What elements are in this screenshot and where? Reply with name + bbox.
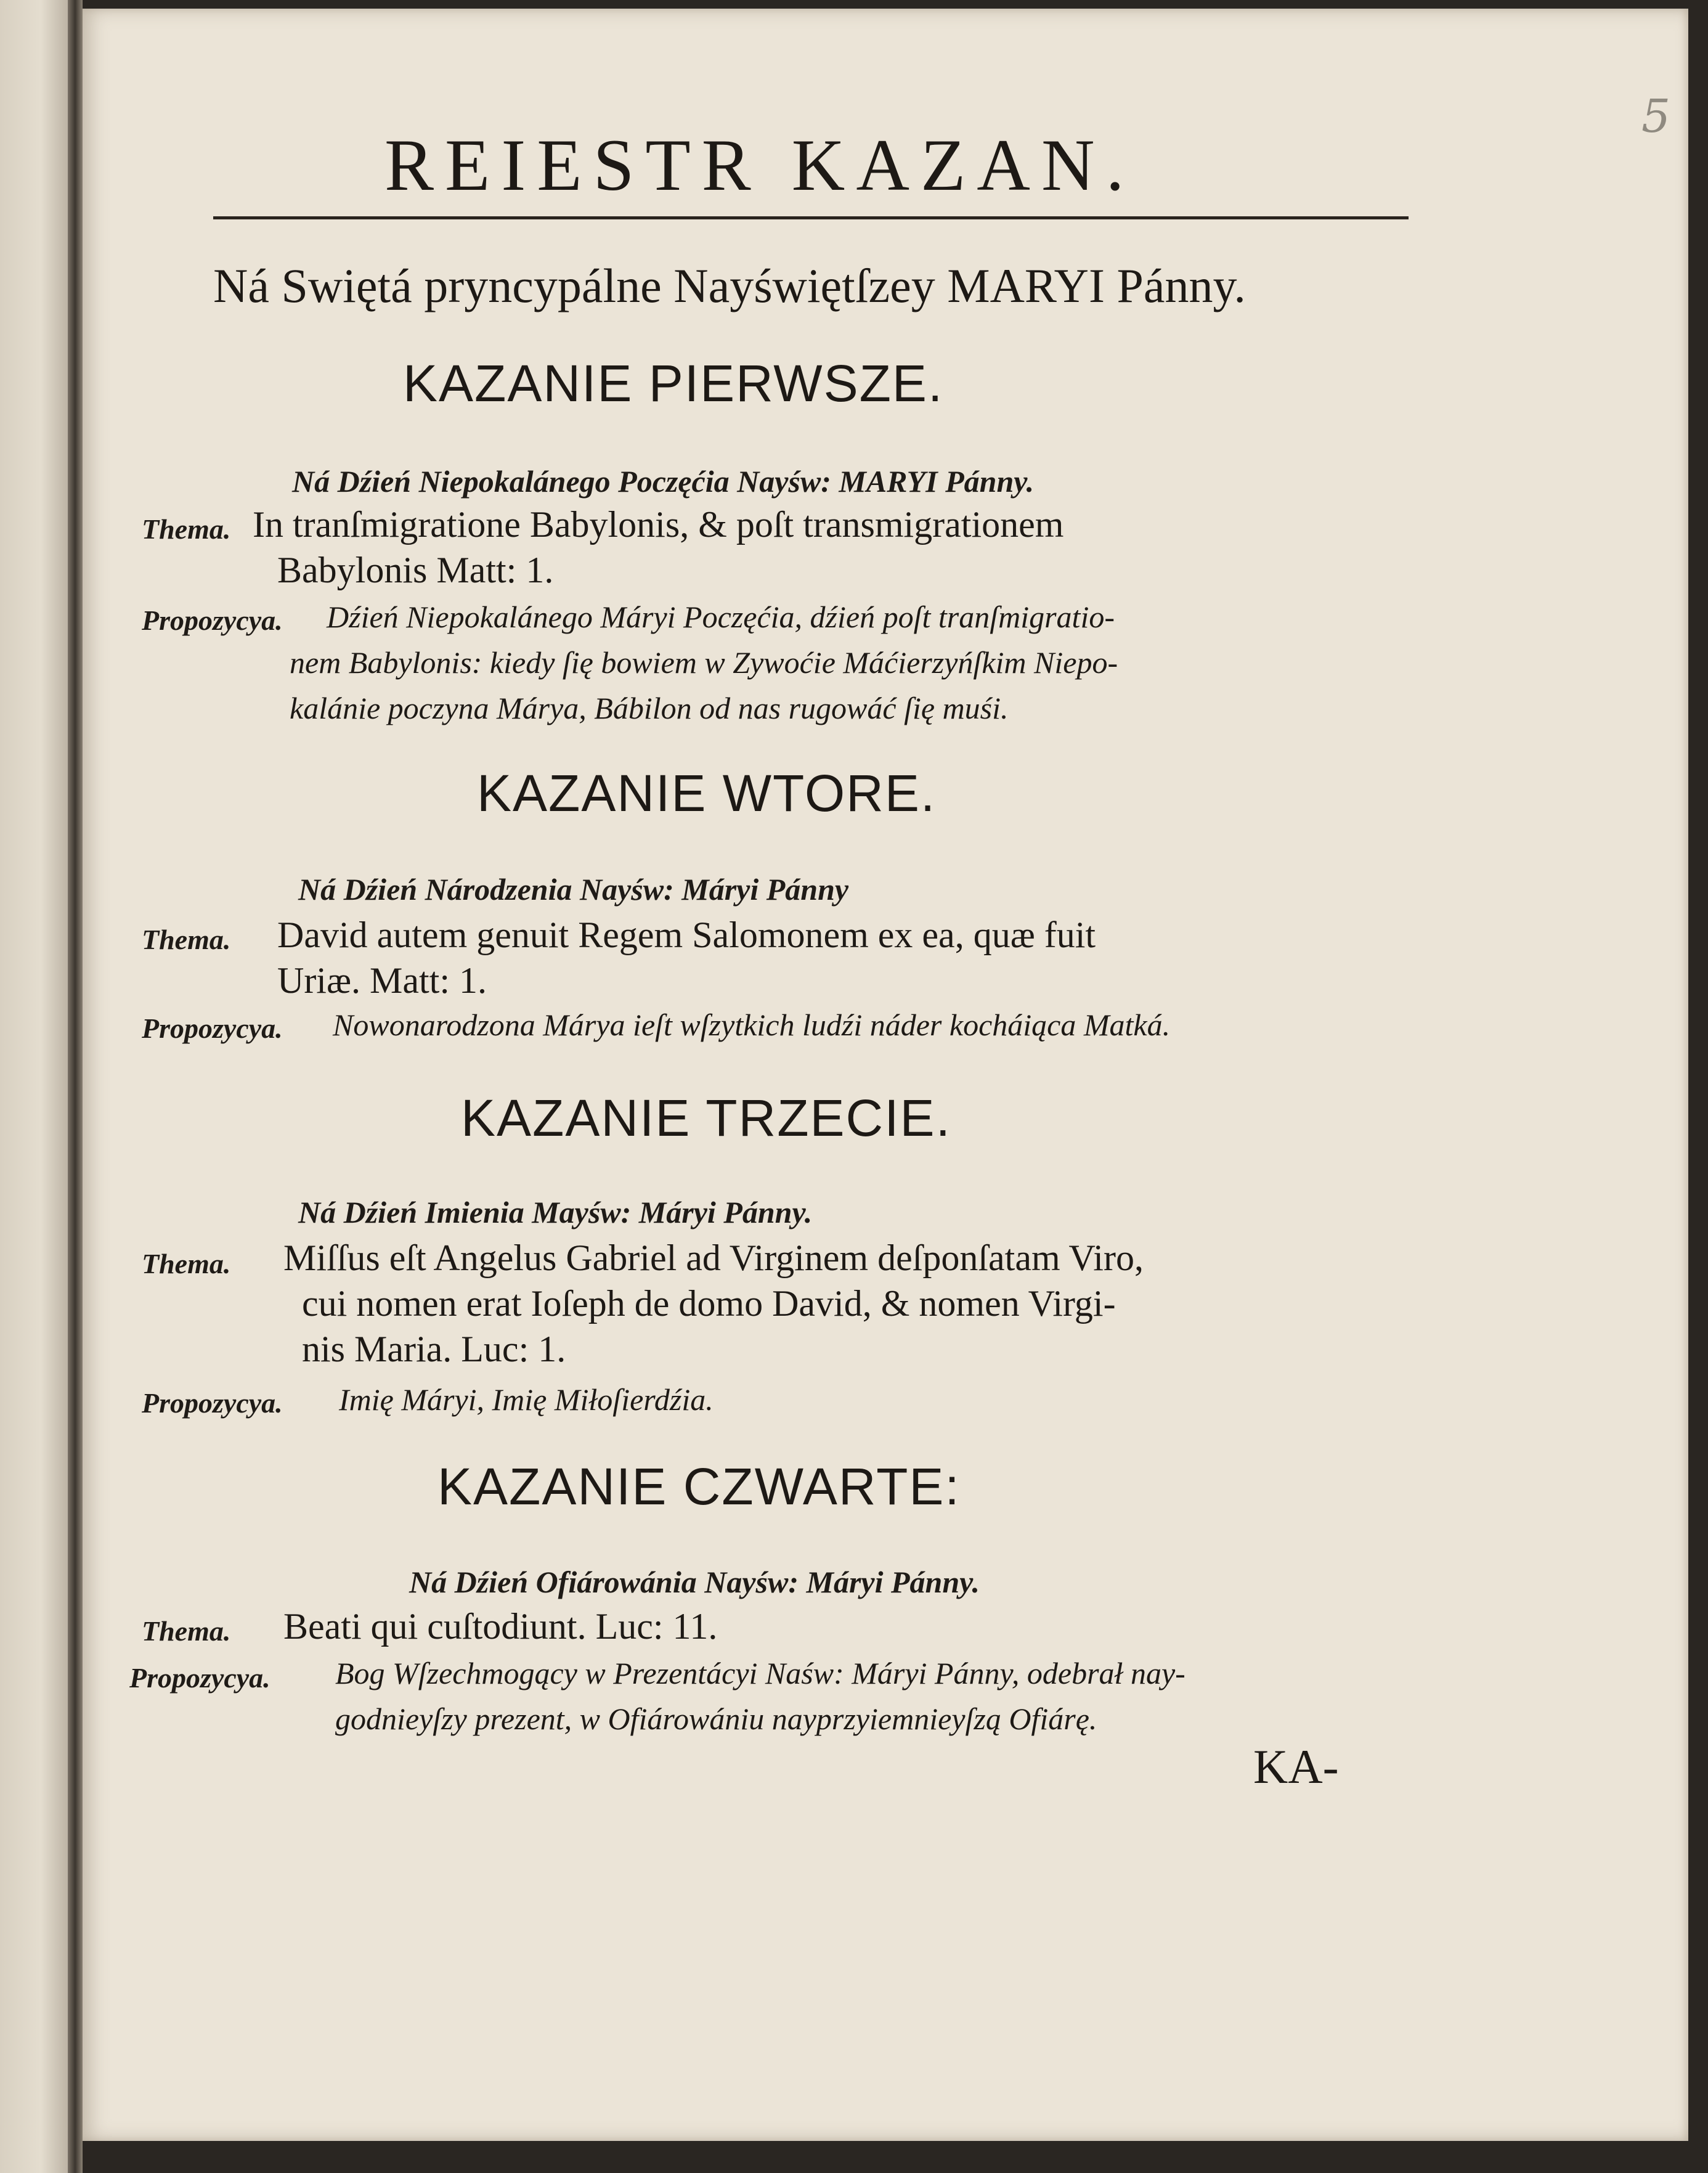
propozycya-line: Dźień Niepokalánego Máryi Poczęćia, dźień poſt tranſmigratio- [327, 600, 1115, 634]
thema-text-1 [253, 502, 1312, 593]
propozycya-label-2: Propozycya. [142, 1013, 283, 1044]
thema-label-1: Thema. [142, 513, 231, 545]
propozycya-label-1: Propozycya. [142, 605, 283, 636]
catchword: KA- [1253, 1740, 1339, 1793]
thema-line: Babylonis Matt: 1. [277, 550, 554, 590]
page-number: 5 [1641, 90, 1671, 143]
propozycya-line: nem Babylonis: kiedy ſię bowiem w Zywoćie Máćierzyńſkim Niepo- [290, 645, 1118, 680]
propozycya-line: kalánie poczyna Márya, Bábilon od nas rugowáć ſię muśi. [290, 691, 1009, 725]
sermon-feast-1: Ná Dźień Niepokalánego Poczęćia Nayśw: MARYI Pánny. [292, 464, 1035, 499]
thema-text-4 [283, 1604, 1269, 1649]
thema-label-4: Thema. [142, 1615, 231, 1647]
sermon-heading-3: KAZANIE TRZECIE. [461, 1089, 951, 1147]
propozycya-text-2 [333, 1002, 1417, 1048]
sermon-heading-2: KAZANIE WTORE. [477, 764, 937, 822]
thema-text-3 [283, 1235, 1399, 1372]
thema-line: In tranſmigratione Babylonis, & poſt transmigrationem [253, 504, 1064, 545]
propozycya-line: Imię Máryi, Imię Miłoſierdźia. [339, 1382, 714, 1417]
sermon-feast-3: Ná Dźień Imienia Mayśw: Máryi Pánny. [298, 1195, 813, 1229]
thema-line: Uriæ. Matt: 1. [277, 960, 487, 1001]
propozycya-text-3 [339, 1377, 1386, 1422]
sermon-feast-2: Ná Dźień Národzenia Nayśw: Máryi Pánny [298, 872, 849, 907]
title-rule [213, 216, 1409, 219]
thema-line: David autem genuit Regem Salomonem ex ea, quæ fuit [277, 915, 1096, 955]
sermon-feast-4: Ná Dźień Ofiárowánia Nayśw: Máryi Pánny. [409, 1565, 980, 1599]
thema-line: Miſſus eſt Angelus Gabriel ad Virginem deſponſatam Viro, [283, 1237, 1144, 1278]
sermon-heading-4: KAZANIE CZWARTE: [437, 1458, 961, 1515]
thema-label-3: Thema. [142, 1248, 231, 1279]
propozycya-text-1 [290, 594, 1417, 731]
propozycya-label-4: Propozycya. [129, 1662, 270, 1694]
section-subtitle: Ná Swiętá pryncypálne Nayświętſzey MARYI Pánny. [213, 259, 1246, 312]
right-page [83, 9, 1688, 2141]
page-title: REIESTR KAZAN. [384, 124, 1136, 206]
thema-line: Beati qui cuſtodiunt. Luc: 11. [283, 1606, 718, 1647]
left-page-edge [0, 0, 68, 2173]
propozycya-label-3: Propozycya. [142, 1387, 283, 1419]
thema-line: cui nomen erat Ioſeph de domo David, & nomen Virgi- [302, 1283, 1116, 1324]
sermon-heading-1: KAZANIE PIERWSZE. [403, 354, 944, 412]
thema-text-2 [277, 912, 1399, 1003]
book-gutter [68, 0, 83, 2173]
propozycya-line: godnieyſzy prezent, w Ofiárowániu nayprzyiemnieyſzą Ofiárę. [335, 1702, 1097, 1736]
thema-line: nis Maria. Luc: 1. [302, 1329, 566, 1369]
propozycya-line: Bog Wſzechmogący w Prezentácyi Naśw: Máryi Pánny, odebrał nay- [335, 1656, 1185, 1690]
thema-label-2: Thema. [142, 924, 231, 955]
propozycya-text-4 [335, 1650, 1420, 1742]
propozycya-line: Nowonarodzona Márya ieſt wſzytkich ludźi náder kocháiąca Matká. [333, 1008, 1171, 1042]
